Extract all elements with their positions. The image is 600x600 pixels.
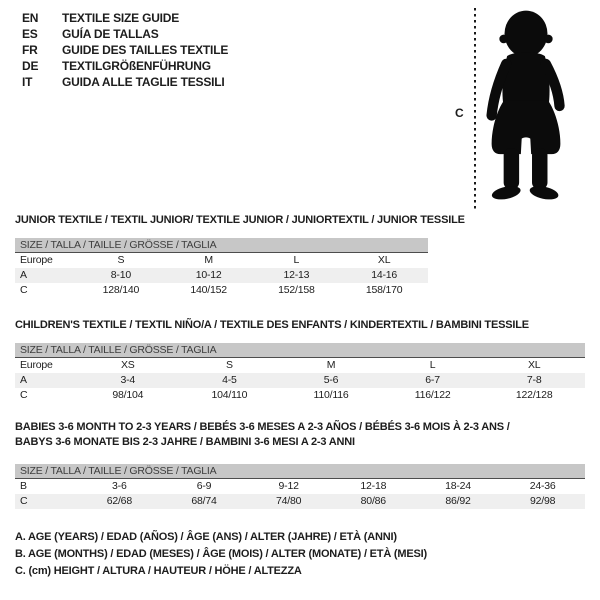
size-value: M <box>326 359 336 371</box>
height-value: 98/104 <box>112 389 144 401</box>
size-value: S <box>225 359 233 371</box>
height-value: 68/74 <box>191 495 217 507</box>
language-title: TEXTILGRÖßENFÜHRUNG <box>62 59 211 73</box>
height-value: 80/86 <box>360 495 386 507</box>
language-title-list <box>22 10 228 90</box>
age-value: 10-12 <box>195 269 222 281</box>
height-value: 92/98 <box>530 495 556 507</box>
height-value: 86/92 <box>445 495 471 507</box>
height-value: 110/116 <box>313 389 349 401</box>
language-row-it <box>22 74 228 90</box>
size-value: XL <box>527 359 541 371</box>
height-value: 158/170 <box>365 284 403 296</box>
row-label: Europe <box>20 254 53 266</box>
table-row-age <box>15 268 428 283</box>
height-value: 128/140 <box>102 284 140 296</box>
language-title: GUÍA DE TALLAS <box>62 27 159 41</box>
language-code: FR <box>22 43 38 57</box>
baby-silhouette-image <box>483 8 569 210</box>
junior-size-table <box>15 238 428 298</box>
row-label: B <box>20 480 27 492</box>
size-value: XL <box>377 254 391 266</box>
table-row-height <box>15 388 585 403</box>
babies-section-title-line2: BABYS 3-6 MONATE BIS 2-3 JAHRE / BAMBINI 3-6 MESI A 2-3 ANNI <box>15 436 355 448</box>
age-value: 14-16 <box>371 269 398 281</box>
height-value: 74/80 <box>276 495 302 507</box>
language-row-es <box>22 26 228 42</box>
table-row-height <box>15 494 585 509</box>
row-label: Europe <box>20 359 53 371</box>
language-code: EN <box>22 11 39 25</box>
height-value: 122/128 <box>515 389 553 401</box>
note-height-cm: C. (cm) HEIGHT / ALTURA / HAUTEUR / HÖHE / ALTEZZA <box>15 565 302 577</box>
height-value: 104/110 <box>211 389 248 401</box>
table-row-months <box>15 479 585 494</box>
months-value: 3-6 <box>112 480 127 492</box>
language-title: GUIDE DES TAILLES TEXTILE <box>62 43 229 57</box>
height-value: 116/122 <box>414 389 451 401</box>
babies-section-title <box>15 420 590 450</box>
babies-size-table <box>15 464 585 509</box>
months-value: 6-9 <box>196 480 212 492</box>
size-value: XS <box>120 359 135 371</box>
row-label: C <box>20 389 28 401</box>
legend-notes <box>15 529 427 580</box>
language-code: ES <box>22 27 38 41</box>
table-row-europe <box>15 253 428 268</box>
age-value: 5-6 <box>323 374 339 386</box>
age-value: 12-13 <box>283 269 310 281</box>
height-value: 140/152 <box>190 284 227 296</box>
size-value: L <box>293 254 300 266</box>
months-value: 18-24 <box>445 480 471 492</box>
height-value: 62/68 <box>106 495 132 507</box>
note-age-years: A. AGE (YEARS) / EDAD (AÑOS) / ÂGE (ANS) / ALTER (JAHRE) / ETÀ (ANNI) <box>15 531 397 543</box>
months-value: 9-12 <box>278 480 299 492</box>
size-header-bar: SIZE / TALLA / TAILLE / GRÖSSE / TAGLIA <box>15 343 585 358</box>
language-row-en <box>22 10 228 26</box>
size-value: L <box>429 359 436 371</box>
height-measure-label: C <box>455 106 464 120</box>
age-value: 7-8 <box>526 374 542 386</box>
months-value: 24-36 <box>529 480 556 492</box>
size-value: S <box>117 254 125 266</box>
table-row-age <box>15 373 585 388</box>
table-row-height <box>15 283 428 298</box>
size-value: M <box>204 254 213 266</box>
language-code: DE <box>22 59 39 73</box>
age-value: 8-10 <box>110 269 131 281</box>
age-value: 3-4 <box>120 374 136 386</box>
row-label: A <box>20 374 27 386</box>
language-code: IT <box>22 75 33 89</box>
babies-section-title-line1: BABIES 3-6 MONTH TO 2-3 YEARS / BEBÉS 3-6 MESES A 2-3 AÑOS / BÉBÉS 3-6 MOIS À 2-3 ANS / <box>15 421 510 433</box>
language-title: GUIDA ALLE TAGLIE TESSILI <box>62 75 225 89</box>
row-label: A <box>20 269 27 281</box>
language-title: TEXTILE SIZE GUIDE <box>62 11 180 25</box>
language-row-de <box>22 58 228 74</box>
size-header-bar: SIZE / TALLA / TAILLE / GRÖSSE / TAGLIA <box>15 464 585 479</box>
age-value: 6-7 <box>425 374 440 386</box>
height-measure-dotted-line <box>474 8 476 210</box>
row-label: C <box>20 284 28 296</box>
junior-section-title: JUNIOR TEXTILE / TEXTIL JUNIOR/ TEXTILE JUNIOR / JUNIORTEXTIL / JUNIOR TESSILE <box>15 214 465 226</box>
language-row-fr <box>22 42 228 58</box>
size-header-bar: SIZE / TALLA / TAILLE / GRÖSSE / TAGLIA <box>15 238 428 253</box>
age-value: 4-5 <box>222 374 237 386</box>
row-label: C <box>20 495 28 507</box>
children-section-title: CHILDREN'S TEXTILE / TEXTIL NIÑO/A / TEXTILE DES ENFANTS / KINDERTEXTIL / BAMBINI TESSILE <box>15 319 529 331</box>
months-value: 12-18 <box>360 480 387 492</box>
children-size-table <box>15 343 585 403</box>
note-age-months: B. AGE (MONTHS) / EDAD (MESES) / ÂGE (MOIS) / ALTER (MONATE) / ETÀ (MESI) <box>15 548 427 560</box>
table-row-europe <box>15 358 585 373</box>
height-value: 152/158 <box>278 284 315 296</box>
